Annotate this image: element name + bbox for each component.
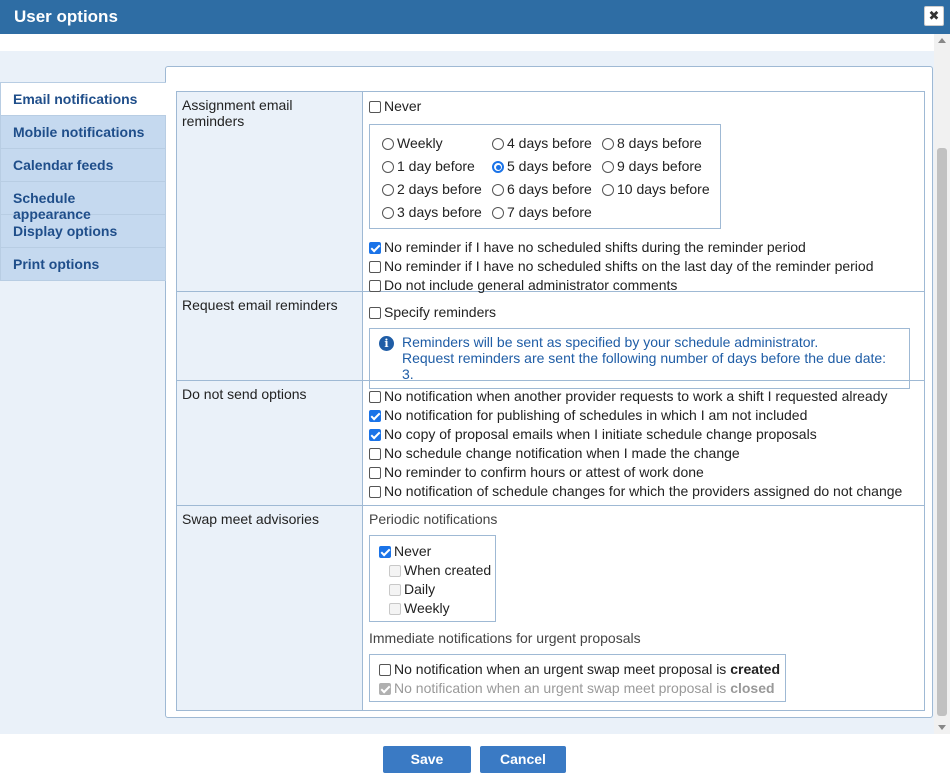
cancel-button[interactable]: Cancel bbox=[480, 746, 566, 773]
options-grid bbox=[176, 91, 925, 711]
periodic-weekly[interactable]: Weekly bbox=[379, 599, 491, 618]
row-label: Do not send options bbox=[177, 381, 363, 505]
immediate-options-box bbox=[369, 654, 786, 702]
row-label: Assignment email reminders bbox=[177, 92, 363, 291]
radio-10-days[interactable]: 10 days before bbox=[602, 180, 722, 199]
save-button[interactable]: Save bbox=[383, 746, 471, 773]
reminder-interval-group bbox=[369, 124, 721, 229]
periodic-when-created[interactable]: When created bbox=[379, 561, 491, 580]
info-line-2: Request reminders are sent the following number of days before the due date: 3. bbox=[402, 350, 887, 382]
info-icon: i bbox=[379, 336, 394, 351]
no-reminder-last-day-option[interactable]: No reminder if I have no scheduled shifts on the last day of the reminder period bbox=[369, 257, 918, 276]
swap-meet-row bbox=[177, 506, 924, 710]
dns-option-1[interactable]: No notification when another provider requests to work a shift I requested already bbox=[369, 387, 918, 406]
periodic-options-box bbox=[369, 535, 496, 622]
radio-weekly[interactable]: Weekly bbox=[382, 134, 492, 153]
dialog-footer bbox=[0, 734, 950, 780]
tab-display-options[interactable]: Display options bbox=[0, 215, 166, 248]
radio-5-days[interactable]: 5 days before bbox=[492, 157, 602, 176]
dns-option-6[interactable]: No notification of schedule changes for which the providers assigned do not change bbox=[369, 482, 918, 501]
info-line-1: Reminders will be sent as specified by your schedule administrator. bbox=[402, 334, 819, 350]
radio-6-days[interactable]: 6 days before bbox=[492, 180, 602, 199]
assignment-never-option[interactable]: Never bbox=[369, 97, 918, 116]
tab-calendar-feeds[interactable]: Calendar feeds bbox=[0, 149, 166, 182]
assignment-reminders-row bbox=[177, 92, 924, 292]
tab-list bbox=[0, 82, 166, 281]
row-label: Swap meet advisories bbox=[177, 506, 363, 710]
radio-9-days[interactable]: 9 days before bbox=[602, 157, 722, 176]
tab-email-notifications[interactable]: Email notifications bbox=[0, 82, 166, 116]
radio-7-days[interactable]: 7 days before bbox=[492, 203, 602, 222]
vertical-scrollbar[interactable] bbox=[934, 34, 950, 734]
tab-mobile-notifications[interactable]: Mobile notifications bbox=[0, 116, 166, 149]
periodic-never-option[interactable]: Never bbox=[379, 542, 491, 561]
do-not-send-row bbox=[177, 381, 924, 506]
periodic-daily[interactable]: Daily bbox=[379, 580, 491, 599]
scrollbar-thumb[interactable] bbox=[937, 148, 947, 716]
urgent-created-option[interactable]: No notification when an urgent swap meet proposal is created bbox=[379, 660, 780, 679]
urgent-closed-option[interactable]: No notification when an urgent swap meet proposal is closed bbox=[379, 679, 780, 698]
dialog-title: User options bbox=[14, 7, 118, 26]
scroll-down-icon[interactable] bbox=[938, 725, 946, 730]
dns-option-3[interactable]: No copy of proposal emails when I initiate schedule change proposals bbox=[369, 425, 918, 444]
radio-4-days[interactable]: 4 days before bbox=[492, 134, 602, 153]
specify-reminders-option[interactable]: Specify reminders bbox=[369, 303, 918, 322]
dns-option-2[interactable]: No notification for publishing of schedules in which I am not included bbox=[369, 406, 918, 425]
radio-8-days[interactable]: 8 days before bbox=[602, 134, 722, 153]
radio-1-day[interactable]: 1 day before bbox=[382, 157, 492, 176]
request-reminders-row bbox=[177, 292, 924, 381]
scroll-up-icon[interactable] bbox=[938, 38, 946, 43]
no-reminder-no-shifts-option[interactable]: No reminder if I have no scheduled shifts during the reminder period bbox=[369, 238, 918, 257]
periodic-heading: Periodic notifications bbox=[369, 511, 498, 527]
reminder-info-box bbox=[369, 328, 910, 389]
close-icon[interactable]: ✖ bbox=[924, 6, 944, 26]
row-label: Request email reminders bbox=[177, 292, 363, 380]
immediate-heading: Immediate notifications for urgent proposals bbox=[369, 630, 641, 646]
dns-option-4[interactable]: No schedule change notification when I made the change bbox=[369, 444, 918, 463]
radio-2-days[interactable]: 2 days before bbox=[382, 180, 492, 199]
dns-option-5[interactable]: No reminder to confirm hours or attest of work done bbox=[369, 463, 918, 482]
title-bar bbox=[0, 0, 950, 34]
tab-print-options[interactable]: Print options bbox=[0, 248, 166, 281]
radio-3-days[interactable]: 3 days before bbox=[382, 203, 492, 222]
no-admin-comments-option[interactable]: Do not include general administrator comments bbox=[369, 276, 918, 295]
tab-schedule-appearance[interactable]: Schedule appearance bbox=[0, 182, 166, 215]
checkbox[interactable] bbox=[369, 101, 381, 113]
